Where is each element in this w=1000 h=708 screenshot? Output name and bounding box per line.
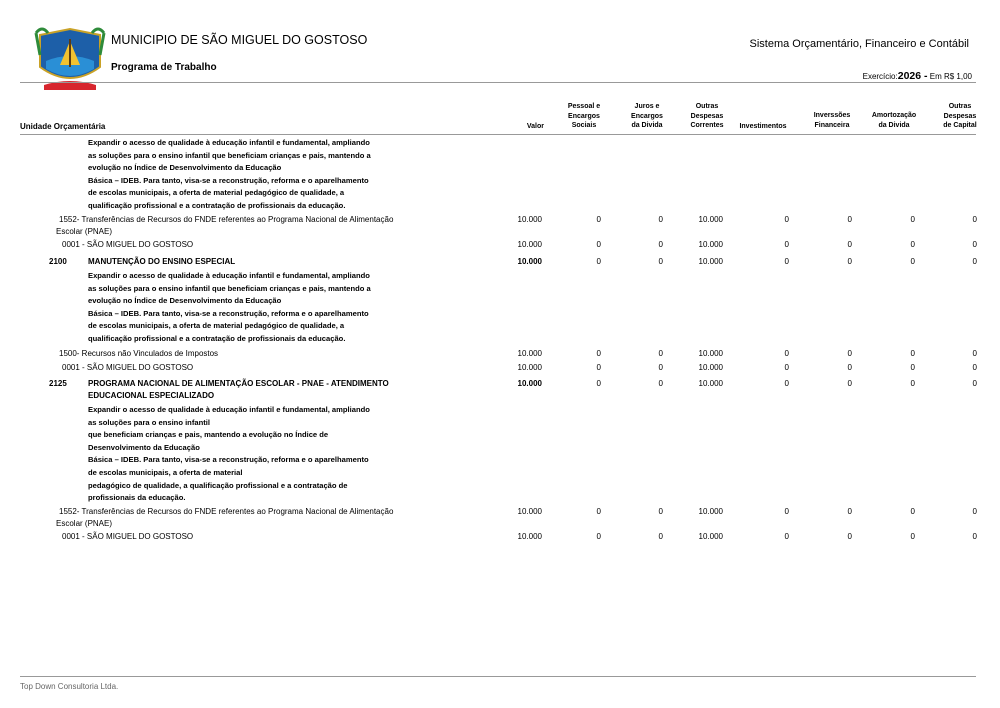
- column-header-unit: Unidade Orçamentária: [20, 122, 106, 131]
- header-divider: [20, 82, 976, 83]
- action-code: 2125: [49, 379, 67, 388]
- footer-divider: [20, 676, 976, 677]
- column-header-outras-capital: Outras Despesas de Capital: [943, 103, 977, 129]
- system-name: Sistema Orçamentário, Financeiro e Contábil: [749, 38, 969, 50]
- column-header-inversoes: Inverssões Financeira: [813, 112, 851, 129]
- unit-label: 0001 - SÃO MIGUEL DO GOSTOSO: [62, 532, 194, 541]
- column-header-juros: Juros e Encargos da Divida: [631, 103, 663, 129]
- funding-source-label: 1500- Recursos não Vinculados de Impostos: [59, 349, 219, 358]
- action-title: MANUTENÇÃO DO ENSINO ESPECIAL: [88, 257, 236, 266]
- column-header-investimentos: Investimentos: [739, 123, 787, 130]
- column-header-outras-correntes: Outras Despesas Correntes: [690, 103, 724, 129]
- action-title: PROGRAMA NACIONAL DE ALIMENTAÇÃO ESCOLAR - PNAE - ATENDIMENTO EDUCACIONAL ESPECIALIZADO: [88, 379, 389, 400]
- action-code: 2100: [49, 257, 67, 266]
- column-header-pessoal: Pessoal e Encargos Sociais: [567, 103, 601, 129]
- unit-label: 0001 - SÃO MIGUEL DO GOSTOSO: [62, 363, 194, 372]
- municipality-name: MUNICIPIO DE SÃO MIGUEL DO GOSTOSO: [111, 33, 368, 47]
- exercise-year: 2026 -: [897, 70, 928, 82]
- column-header-valor: Valor: [526, 123, 544, 130]
- currency-label: Em R$ 1,00: [929, 72, 972, 81]
- exercise-label: Exercício:: [862, 72, 898, 81]
- unit-label: 0001 - SÃO MIGUEL DO GOSTOSO: [62, 240, 194, 249]
- funding-source-label: 1552- Transferências de Recursos do FNDE referentes ao Programa Nacional de Alimentação Escolar (PNAE): [56, 215, 394, 236]
- column-header-amortizacao: Amortozação da Divida: [871, 112, 917, 129]
- funding-source-label: 1552- Transferências de Recursos do FNDE referentes ao Programa Nacional de Alimentação Escolar (PNAE): [56, 507, 394, 528]
- column-header-divider: [20, 134, 976, 135]
- report-title: Programa de Trabalho: [111, 62, 217, 73]
- exercise-info: [863, 70, 972, 82]
- footer-company: Top Down Consultoria Ltda.: [20, 682, 119, 691]
